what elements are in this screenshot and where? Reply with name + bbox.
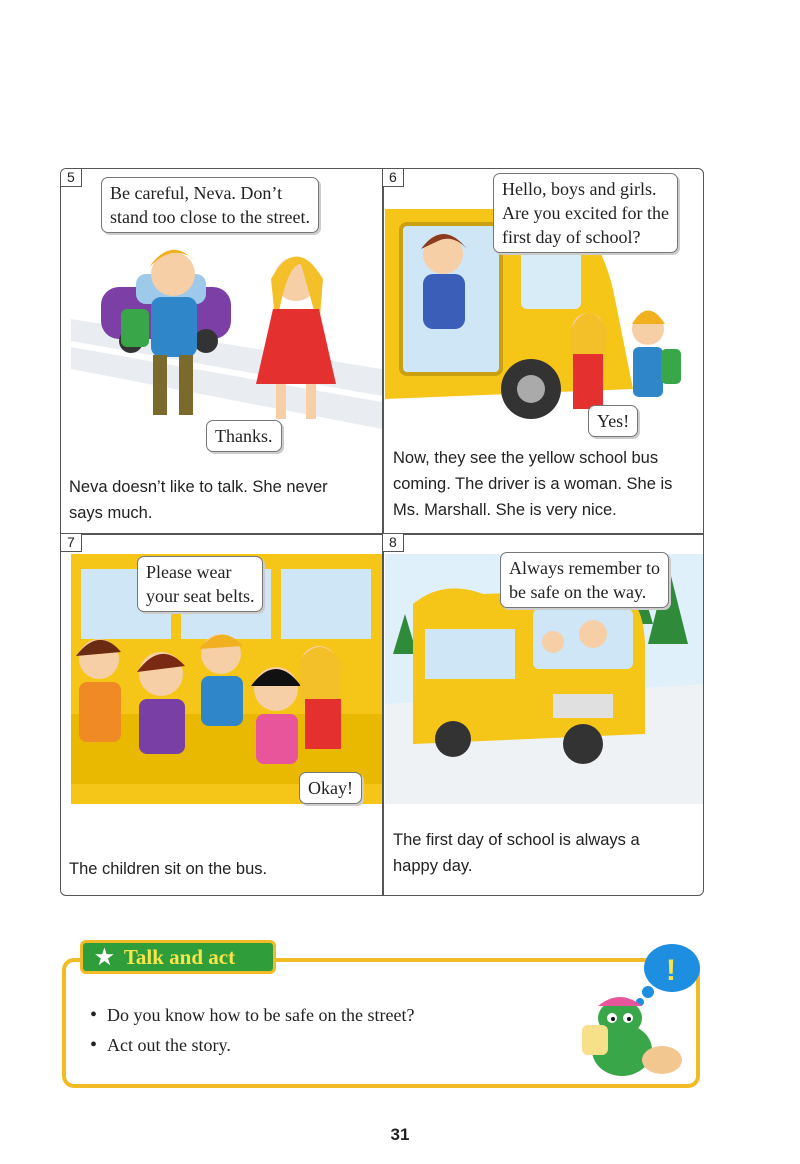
star-icon: ★ [95,945,114,969]
panel-7 [61,534,382,896]
panel-caption: The children sit on the bus. [69,860,268,878]
panel-5 [61,169,382,533]
talk-and-act-heading [80,940,276,974]
panel-6 [383,169,704,533]
panel-caption: Now, they see the yellow school bus coming. The driver is a woman. She is Ms. Marshall. She is very nice. [393,449,673,519]
panel-number: 7 [61,534,82,552]
panel-number: 5 [61,169,82,187]
panel-number: 6 [383,169,404,187]
svg-text:!: ! [666,954,676,987]
panel-number: 8 [383,534,404,552]
speech-bubble: Yes! [588,405,638,437]
list-item: • Act out the story. [90,1030,414,1060]
speech-bubble: Please wear your seat belts. [137,556,263,612]
talk-and-act-title: Talk and act [123,945,236,969]
talk-and-act-section [62,940,702,1090]
dinosaur-mascot-icon [572,940,702,1080]
page-number: 31 [390,1125,410,1144]
speech-bubble: Always remember to be safe on the way. [500,552,669,608]
speech-bubble: Thanks. [206,420,282,452]
speech-bubble: Hello, boys and girls. Are you excited for the first day of school? [493,173,678,253]
list-item: • Do you know how to be safe on the street? [90,1000,414,1030]
speech-bubble: Okay! [299,772,362,804]
talk-and-act-list [90,1000,414,1060]
panel-caption: Neva doesn’t like to talk. She never says much. [69,478,328,522]
comic-strip [60,168,704,896]
panel-8 [383,534,704,896]
speech-bubble: Be careful, Neva. Don’t stand too close to the street. [101,177,319,233]
panel-caption: The first day of school is always a happy day. [393,831,640,875]
